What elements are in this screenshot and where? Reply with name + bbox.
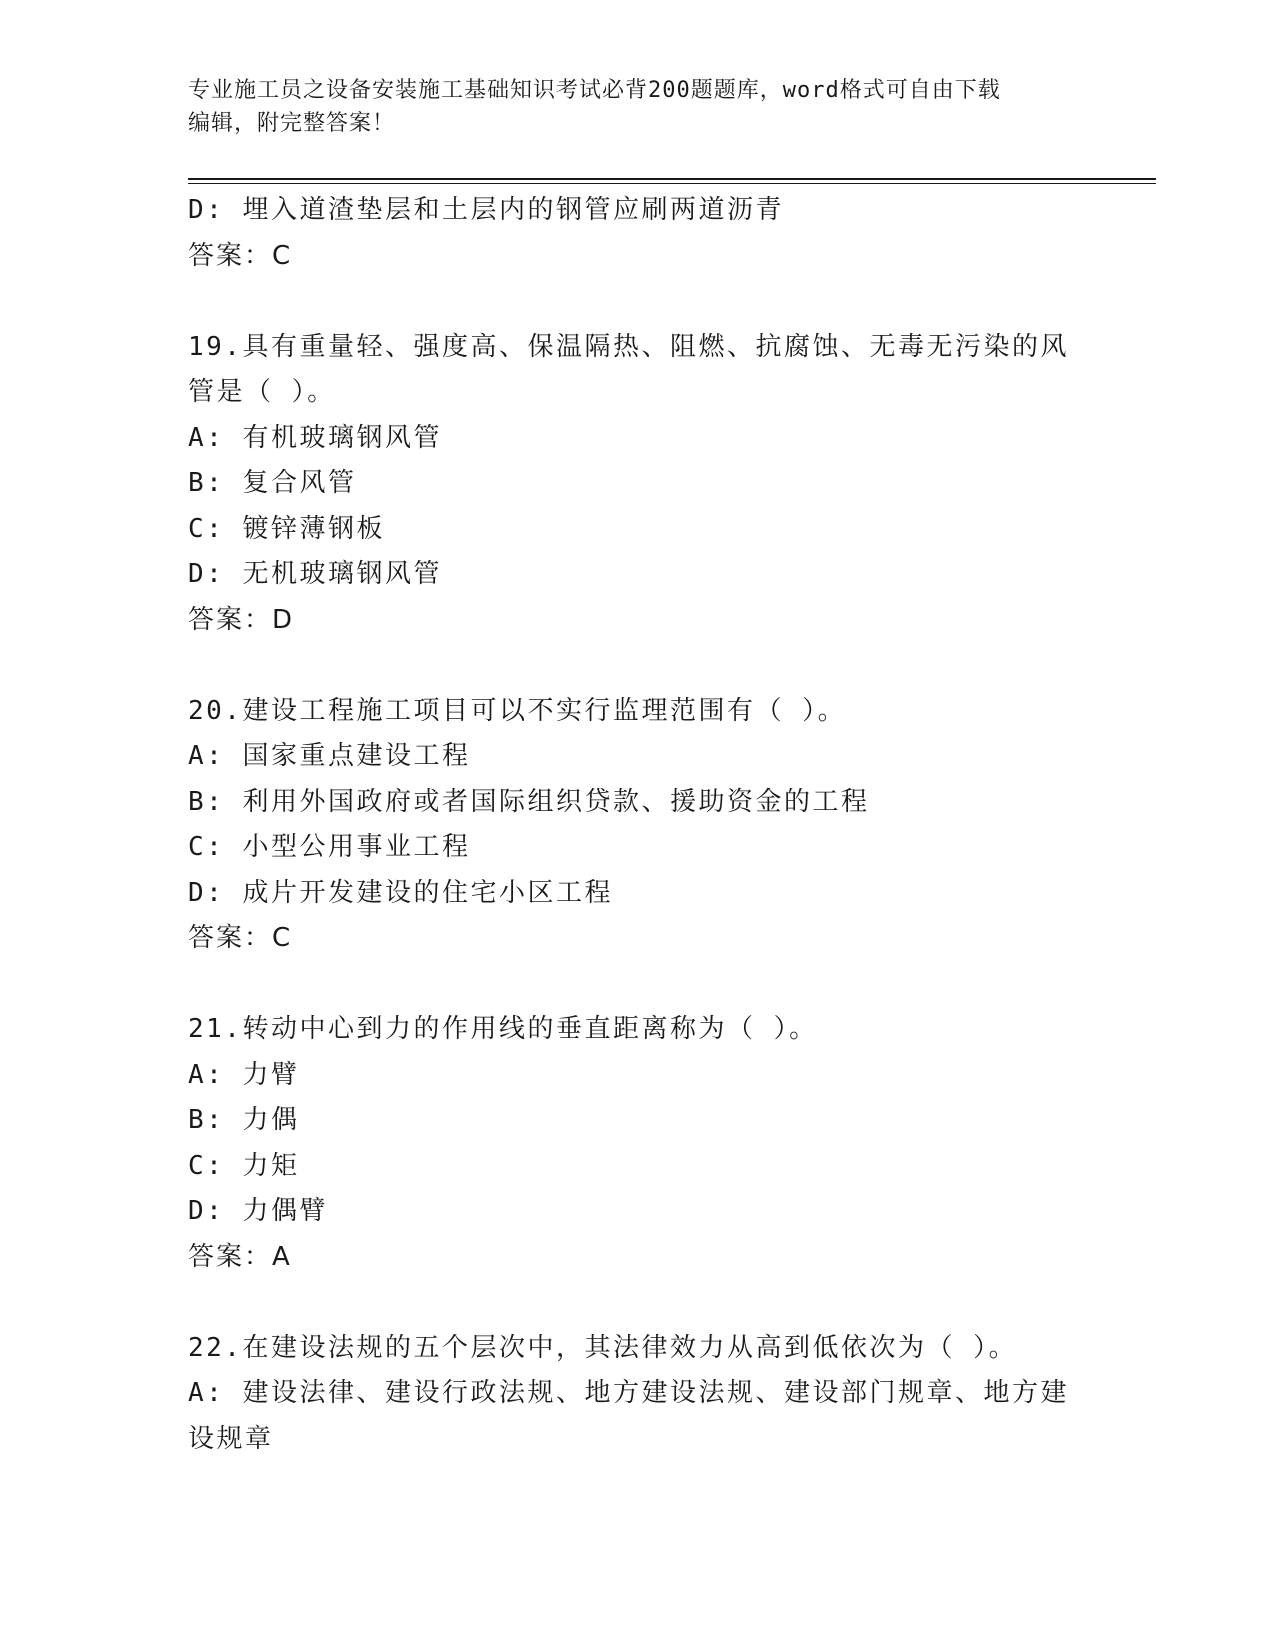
question-19-text-line-1: 19.具有重量轻、强度高、保温隔热、阻燃、抗腐蚀、无毒无污染的风 bbox=[188, 331, 1069, 362]
question-20-option-d: D: 成片开发建设的住宅小区工程 bbox=[188, 877, 613, 908]
question-19-answer: 答案：D bbox=[188, 604, 295, 635]
question-21-option-c: C: 力矩 bbox=[188, 1150, 300, 1181]
question-19-option-b: B: 复合风管 bbox=[188, 468, 357, 498]
question-21-option-a: A: 力臂 bbox=[188, 1059, 300, 1090]
question-20 bbox=[188, 689, 1088, 962]
spacer bbox=[188, 962, 1088, 1008]
header-divider-thick bbox=[188, 178, 1156, 180]
question-21-answer: 答案：A bbox=[188, 1241, 292, 1272]
question-20-option-b: B: 利用外国政府或者国际组织贷款、援助资金的工程 bbox=[188, 786, 870, 817]
question-19-text-line-2: 管是（ ）。 bbox=[188, 377, 336, 407]
question-21 bbox=[188, 1007, 1088, 1280]
question-22-text: 22.在建设法规的五个层次中，其法律效力从高到低依次为（ ）。 bbox=[188, 1332, 1018, 1363]
question-20-option-c: C: 小型公用事业工程 bbox=[188, 832, 471, 862]
prev-question-option-d: D: 埋入道渣垫层和土层内的钢管应刷两道沥青 bbox=[188, 195, 784, 225]
question-19-option-c: C: 镀锌薄钢板 bbox=[188, 513, 385, 544]
question-20-answer: 答案：C bbox=[188, 923, 293, 953]
header-title-line-1: 专业施工员之设备安装施工基础知识考试必背200题题库，word格式可自由下载 bbox=[188, 78, 1001, 103]
spacer bbox=[188, 1280, 1088, 1326]
prev-question-answer: 答案：C bbox=[188, 240, 293, 271]
question-22-option-a-line-2: 设规章 bbox=[188, 1423, 274, 1454]
spacer bbox=[188, 279, 1088, 325]
question-22-option-a-line-1: A: 建设法律、建设行政法规、地方建设法规、建设部门规章、地方建 bbox=[188, 1378, 1069, 1408]
question-20-text: 20.建设工程施工项目可以不实行监理范围有（ ）。 bbox=[188, 695, 847, 726]
question-list bbox=[188, 188, 1088, 1462]
question-21-text: 21.转动中心到力的作用线的垂直距离称为（ ）。 bbox=[188, 1014, 818, 1044]
spacer bbox=[188, 643, 1088, 689]
page-header bbox=[188, 74, 1068, 140]
question-21-option-b: B: 力偶 bbox=[188, 1105, 300, 1135]
question-21-option-d: D: 力偶臂 bbox=[188, 1196, 328, 1226]
question-22 bbox=[188, 1326, 1088, 1463]
question-19-option-a: A: 有机玻璃钢风管 bbox=[188, 422, 442, 453]
question-20-option-a: A: 国家重点建设工程 bbox=[188, 741, 471, 771]
header-divider-thin bbox=[188, 183, 1156, 184]
question-19-option-d: D: 无机玻璃钢风管 bbox=[188, 559, 442, 589]
question-19 bbox=[188, 325, 1088, 644]
header-title-line-2: 编辑，附完整答案！ bbox=[188, 111, 396, 136]
